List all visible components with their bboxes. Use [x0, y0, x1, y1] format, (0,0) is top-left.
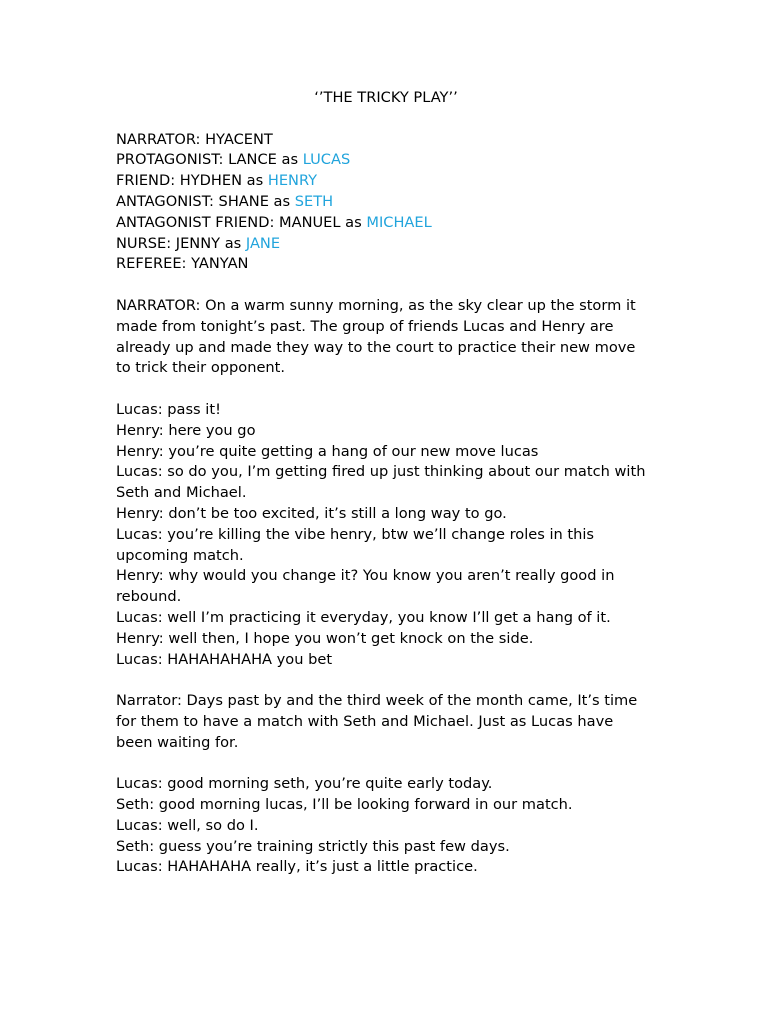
dialogue-line: Lucas: pass it!: [116, 400, 221, 418]
text-line: Narrator: Days past by and the third week of the month came, It’s time: [116, 692, 638, 710]
cast-role: MICHAEL: [366, 213, 432, 231]
dialogue-line: Henry: don’t be too excited, it’s still a long way to go.: [116, 504, 507, 522]
narration-paragraph-1: [116, 296, 656, 379]
dialogue-line: Seth: good morning lucas, I’ll be looking forward in our match.: [116, 796, 573, 814]
cast-prefix: NARRATOR: HYACENT: [116, 130, 273, 148]
dialogue-line: upcoming match.: [116, 546, 244, 564]
cast-role: JANE: [245, 234, 281, 252]
dialogue-line: Lucas: so do you, I’m getting fired up just thinking about our match with: [116, 463, 646, 481]
cast-role: SETH: [294, 192, 334, 210]
dialogue-block-1: [116, 400, 656, 670]
blank-line: [116, 670, 656, 691]
cast-line-narrator: [116, 130, 656, 151]
dialogue-line: Lucas: well I’m practicing it everyday, you know I’ll get a hang of it.: [116, 608, 611, 626]
text-line: NARRATOR: On a warm sunny morning, as the sky clear up the storm it: [116, 296, 636, 314]
cast-line-antagonist: [116, 192, 656, 213]
cast-role: LUCAS: [302, 151, 351, 169]
dialogue-line: Lucas: HAHAHAHAHA you bet: [116, 650, 333, 668]
blank-line: [116, 754, 656, 775]
cast-line-antagonist-friend: [116, 213, 656, 234]
text-line: already up and made they way to the court to practice their new move: [116, 338, 636, 356]
cast-line-protagonist: [116, 150, 656, 171]
cast-prefix: REFEREE: YANYAN: [116, 255, 249, 273]
script-body: [116, 88, 656, 878]
blank-line: [116, 109, 656, 130]
cast-prefix: PROTAGONIST: LANCE as: [116, 151, 303, 169]
text-line: been waiting for.: [116, 733, 239, 751]
cast-prefix: ANTAGONIST: SHANE as: [116, 192, 295, 210]
text-line: for them to have a match with Seth and Michael. Just as Lucas have: [116, 712, 614, 730]
dialogue-line: Seth and Michael.: [116, 484, 247, 502]
cast-list: [116, 130, 656, 276]
dialogue-block-2: [116, 774, 656, 878]
cast-line-referee: [116, 254, 656, 275]
blank-line: [116, 275, 656, 296]
dialogue-line: Lucas: you’re killing the vibe henry, btw we’ll change roles in this: [116, 525, 595, 543]
dialogue-line: Lucas: HAHAHAHA really, it’s just a little practice.: [116, 858, 478, 876]
cast-prefix: NURSE: JENNY as: [116, 234, 246, 252]
cast-prefix: ANTAGONIST FRIEND: MANUEL as: [116, 213, 367, 231]
cast-prefix: FRIEND: HYDHEN as: [116, 172, 268, 190]
text-line: made from tonight’s past. The group of friends Lucas and Henry are: [116, 317, 614, 335]
cast-role: HENRY: [267, 172, 318, 190]
dialogue-line: Lucas: well, so do I.: [116, 816, 259, 834]
dialogue-line: Seth: guess you’re training strictly this past few days.: [116, 837, 510, 855]
dialogue-line: Henry: here you go: [116, 421, 256, 439]
dialogue-line: rebound.: [116, 588, 182, 606]
dialogue-line: Henry: you’re quite getting a hang of our new move lucas: [116, 442, 539, 460]
dialogue-line: Lucas: good morning seth, you’re quite early today.: [116, 775, 493, 793]
cast-line-friend: [116, 171, 656, 192]
blank-line: [116, 379, 656, 400]
dialogue-line: Henry: well then, I hope you won’t get knock on the side.: [116, 629, 534, 647]
text-line: to trick their opponent.: [116, 359, 286, 377]
narration-paragraph-2: [116, 691, 656, 753]
cast-line-nurse: [116, 234, 656, 255]
script-title: ‘’THE TRICKY PLAY’’: [314, 89, 458, 106]
dialogue-line: Henry: why would you change it? You know you aren’t really good in: [116, 567, 615, 585]
